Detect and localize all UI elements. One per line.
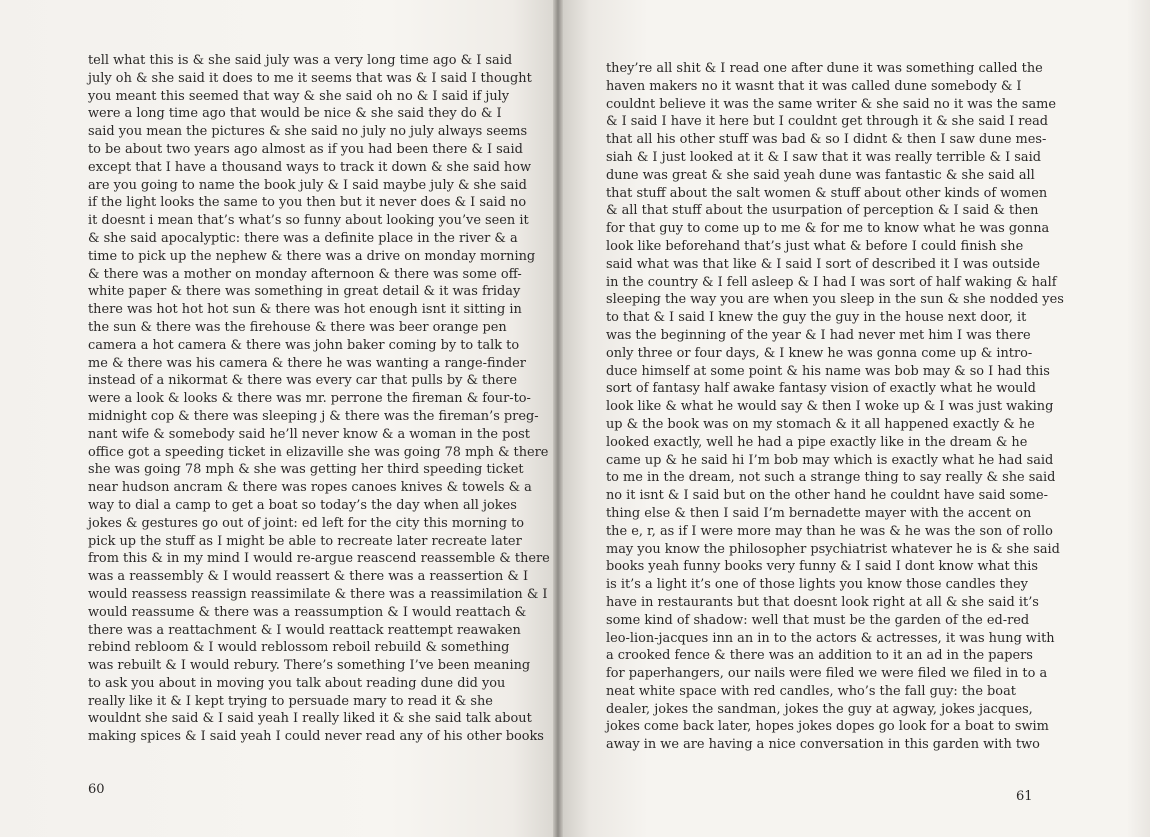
- text-line: there was hot hot hot sun & there was hot enough isnt it sitting in: [88, 302, 522, 318]
- text-line: came up & he said hi I’m bob may which is exactly what he had said: [606, 452, 1054, 468]
- text-line: rebind rebloom & I would reblossom reboil rebuild & something: [88, 640, 510, 656]
- text-line: sleeping the way you are when you sleep in the sun & she nodded yes: [606, 292, 1064, 308]
- text-line: the e, r, as if I were more may than he was & he was the son of rollo: [606, 523, 1053, 539]
- text-line: no it isnt & I said but on the other hand he couldnt have said some-: [606, 488, 1049, 504]
- text-line: there was a reattachment & I would reattack reattempt reawaken: [88, 622, 521, 638]
- text-line: camera a hot camera & there was john baker coming by to talk to: [88, 337, 520, 353]
- text-line: some kind of shadow: well that must be the garden of the ed-red: [606, 612, 1030, 628]
- text-line: looked exactly, well he had a pipe exactly like in the dream & he: [606, 434, 1028, 450]
- text-line: haven makers no it wasnt that it was called dune somebody & I: [606, 78, 1022, 94]
- text-line: near hudson ancram & there was ropes canoes knives & towels & a: [88, 480, 532, 496]
- text-line: white paper & there was something in great detail & it was friday: [88, 284, 521, 300]
- text-line: & she said apocalyptic: there was a definite place in the river & a: [88, 230, 518, 246]
- text-line: only three or four days, & I knew he was gonna come up & intro-: [606, 345, 1033, 361]
- page-number-right: 61: [1016, 789, 1033, 804]
- text-line: in the country & I fell asleep & I had I was sort of half waking & half: [606, 274, 1057, 290]
- text-line: really like it & I kept trying to persuade mary to read it & she: [88, 693, 493, 709]
- text-line: pick up the stuff as I might be able to recreate later recreate later: [88, 533, 522, 549]
- text-line: was the beginning of the year & I had never met him I was there: [606, 327, 1031, 343]
- text-line: duce himself at some point & his name was bob may & so I had this: [606, 363, 1050, 379]
- text-line: were a long time ago that would be nice & she said they do & I: [88, 106, 502, 122]
- text-line: leo-lion-jacques inn an in to the actors & actresses, it was hung with: [606, 630, 1055, 646]
- text-line: they’re all shit & I read one after dune it was something called the: [606, 61, 1043, 76]
- book-gutter: [553, 0, 563, 837]
- text-line: have in restaurants but that doesnt look right at all & she said it’s: [606, 594, 1039, 610]
- text-line: was rebuilt & I would rebury. There’s something I’ve been meaning: [88, 658, 531, 674]
- text-line: instead of a nikormat & there was every car that pulls by & there: [88, 373, 517, 389]
- text-line: jokes come back later, hopes jokes dopes go look for a boat to swim: [606, 719, 1049, 735]
- text-line: midnight cop & there was sleeping j & there was the fireman’s preg-: [88, 408, 539, 424]
- text-line: are you going to name the book july & I said maybe july & she said: [88, 177, 527, 193]
- text-line: dealer, jokes the sandman, jokes the guy at agway, jokes jacques,: [606, 701, 1033, 717]
- text-line: away in we are having a nice conversation in this garden with two: [606, 737, 1040, 753]
- text-line: to me in the dream, not such a strange thing to say really & she said: [606, 470, 1056, 486]
- text-line: tell what this is & she said july was a very long time ago & I said: [88, 53, 513, 68]
- text-line: couldnt believe it was the same writer & she said no it was the same: [606, 96, 1057, 112]
- text-line: look like & what he would say & then I woke up & I was just waking: [606, 399, 1054, 415]
- text-line: making spices & I said yeah I could never read any of his other books: [88, 729, 544, 745]
- text-line: july oh & she said it does to me it seems that was & I said I thought: [88, 70, 532, 86]
- text-line: dune was great & she said yeah dune was fantastic & she said all: [606, 167, 1035, 183]
- text-line: neat white space with red candles, who’s the fall guy: the boat: [606, 683, 1016, 699]
- text-line: look like beforehand that’s just what & before I could finish she: [606, 238, 1024, 254]
- text-line: she was going 78 mph & she was getting her third speeding ticket: [88, 462, 524, 478]
- text-line: is it’s a light it’s one of those lights you know those candles they: [606, 577, 1028, 593]
- text-line: & I said I have it here but I couldnt get through it & she said I read: [606, 114, 1049, 130]
- text-line: & there was a mother on monday afternoon & there was some off-: [88, 266, 522, 282]
- text-line: to be about two years ago almost as if you had been there & I said: [88, 141, 523, 157]
- text-line: office got a speeding ticket in elizaville she was going 78 mph & there: [88, 444, 549, 460]
- text-line: would reassess reassign reassimilate & there was a reassimilation & I: [88, 586, 548, 602]
- text-line: it doesnt i mean that’s what’s so funny about looking you’ve seen it: [88, 213, 529, 229]
- text-line: me & there was his camera & there he was wanting a range-finder: [88, 355, 526, 371]
- text-line: said you mean the pictures & she said no july no july always seems: [88, 124, 528, 140]
- text-line: the sun & there was the firehouse & there was beer orange pen: [88, 319, 507, 335]
- text-line: siah & I just looked at it & I saw that it was really terrible & I said: [606, 149, 1041, 165]
- text-line: if the light looks the same to you then but it never does & I said no: [88, 195, 527, 211]
- text-line: a crooked fence & there was an addition to it an ad in the papers: [606, 648, 1033, 664]
- text-line: thing else & then I said I’m bernadette mayer with the accent on: [606, 505, 1032, 521]
- page-number-left: 60: [88, 782, 105, 797]
- text-line: would reassume & there was a reassumption & I would reattach &: [88, 604, 527, 620]
- left-page-text: [88, 52, 550, 746]
- text-line: that stuff about the salt women & stuff about other kinds of women: [606, 185, 1048, 201]
- text-line: was a reassembly & I would reassert & there was a reassertion & I: [88, 569, 529, 585]
- text-line: except that I have a thousand ways to track it down & she said how: [88, 159, 532, 175]
- text-line: & all that stuff about the usurpation of perception & I said & then: [606, 203, 1039, 219]
- text-line: from this & in my mind I would re-argue reascend reassemble & there: [88, 551, 550, 567]
- text-line: time to pick up the nephew & there was a drive on monday morning: [88, 248, 536, 264]
- text-line: books yeah funny books very funny & I said I dont know what this: [606, 559, 1039, 575]
- text-line: for that guy to come up to me & for me to know what he was gonna: [606, 221, 1050, 237]
- text-line: were a look & looks & there was mr. perrone the fireman & four-to-: [88, 391, 531, 407]
- text-line: may you know the philosopher psychiatrist whatever he is & she said: [606, 541, 1060, 557]
- text-line: for paperhangers, our nails were filed we were filed we filed in to a: [606, 666, 1048, 682]
- text-line: nant wife & somebody said he’ll never know & a woman in the post: [88, 426, 530, 442]
- text-line: to that & I said I knew the guy the guy in the house next door, it: [606, 310, 1027, 326]
- text-line: way to dial a camp to get a boat so today’s the day when all jokes: [88, 497, 517, 513]
- text-line: jokes & gestures go out of joint: ed left for the city this morning to: [88, 515, 525, 531]
- text-line: to ask you about in moving you talk about reading dune did you: [88, 675, 506, 691]
- text-line: that all his other stuff was bad & so I didnt & then I saw dune mes-: [606, 132, 1047, 148]
- text-line: sort of fantasy half awake fantasy vision of exactly what he would: [606, 381, 1036, 397]
- text-line: up & the book was on my stomach & it all happened exactly & he: [606, 416, 1035, 432]
- text-line: wouldnt she said & I said yeah I really liked it & she said talk about: [88, 711, 532, 727]
- right-page-text: [606, 60, 1064, 754]
- text-line: you meant this seemed that way & she said oh no & I said if july: [88, 88, 510, 104]
- text-line: said what was that like & I said I sort of described it I was outside: [606, 256, 1041, 272]
